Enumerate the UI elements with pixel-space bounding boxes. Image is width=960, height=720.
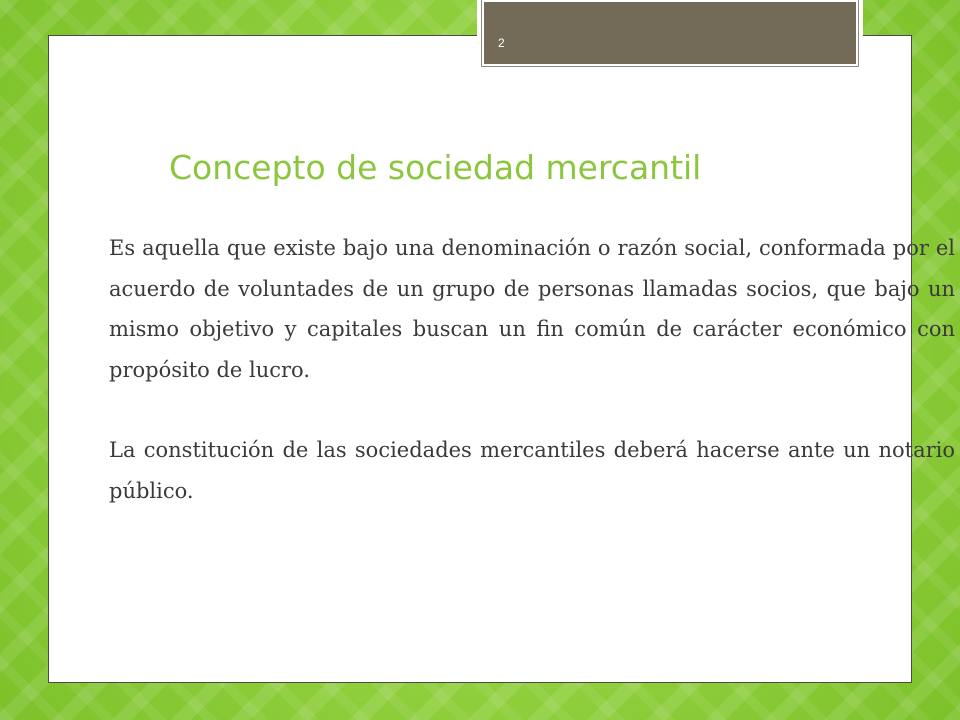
- slide-title: Concepto de sociedad mercantil: [169, 148, 702, 187]
- paragraph-definition: Es aquella que existe bajo una denominación o razón social, conformada por el acuerdo de voluntades de un grupo de personas llamadas socios, que bajo un mismo objetivo y capitales buscan un fin común de carácter económico con propósito de lucro.: [109, 236, 955, 382]
- page-number: 2: [498, 36, 505, 50]
- page-number-tab: [477, 0, 863, 72]
- paragraph-constitution: La constitución de las sociedades mercantiles deberá hacerse ante un notario público.: [109, 438, 955, 503]
- slide-body: [109, 228, 955, 511]
- slide-frame: [48, 35, 955, 683]
- page-number-box: [482, 0, 858, 66]
